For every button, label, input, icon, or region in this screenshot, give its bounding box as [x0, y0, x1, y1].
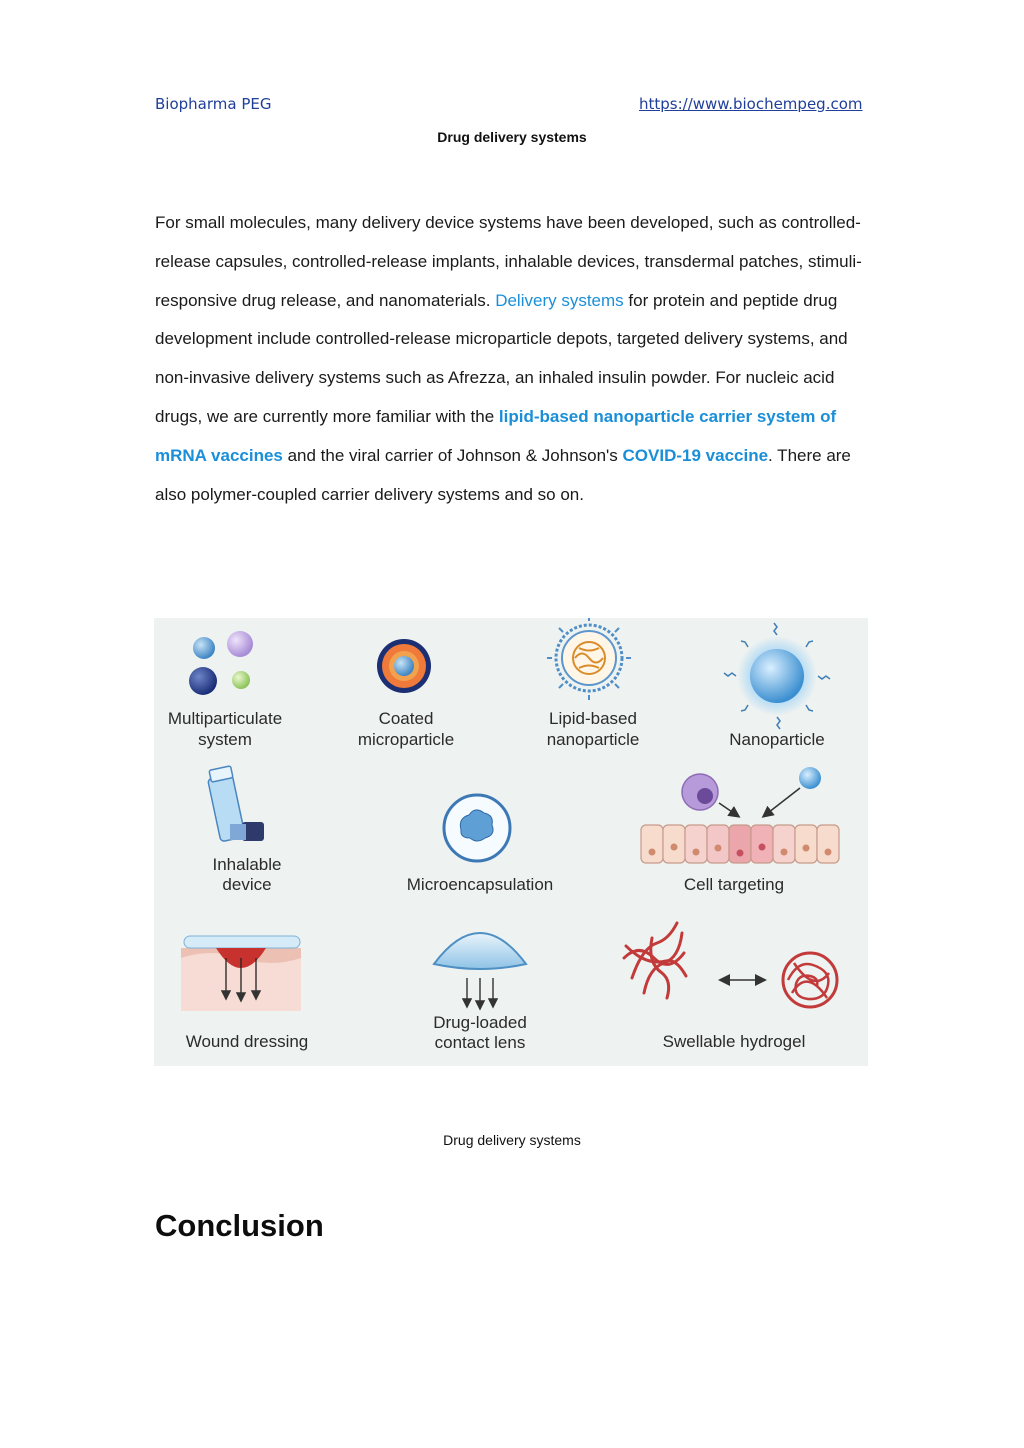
lipid-nanoparticle-link[interactable]: lipid-based nanoparticle carrier system of mRNA vaccines — [155, 406, 837, 465]
document-title: Drug delivery systems — [437, 129, 587, 145]
drug-delivery-figure — [154, 618, 868, 1066]
coated-microparticle-icon — [377, 639, 431, 693]
wound-dressing-icon — [181, 936, 301, 1011]
label-inhalable-2: device — [222, 875, 272, 894]
label-cell-targeting: Cell targeting — [683, 875, 785, 894]
label-lipid-2: nanoparticle — [546, 730, 640, 749]
inhaler-icon — [208, 766, 264, 842]
covid-vaccine-link[interactable]: COVID-19 vaccine — [622, 445, 769, 465]
figure-caption: Drug delivery systems — [443, 1132, 581, 1148]
header-url-link[interactable]: https://www.biochempeg.com — [639, 95, 863, 113]
multiparticulate-icon — [189, 631, 253, 695]
label-lens-2: contact lens — [434, 1033, 526, 1052]
label-nanoparticle: Nanoparticle — [729, 730, 825, 749]
label-multiparticulate-2: system — [198, 730, 252, 749]
body-paragraph — [155, 204, 875, 514]
label-inhalable-1: Inhalable — [212, 855, 282, 874]
label-hydrogel: Swellable hydrogel — [662, 1032, 806, 1051]
cell-targeting-icon — [641, 767, 839, 863]
label-lipid-1: Lipid-based — [549, 709, 637, 728]
lipid-nanoparticle-icon — [547, 618, 631, 700]
nanoparticle-icon — [724, 623, 830, 729]
paragraph-text-2: for protein and peptide drug development include controlled-release microparticle depots, targeted delivery systems, and non-invasive delivery systems such as Afrezza, an inhaled insulin powder. For nucleic acid drugs, we are currently more familiar with the — [155, 290, 848, 426]
contact-lens-icon — [434, 933, 526, 1008]
paragraph-text-3: and the viral carrier of Johnson & Johnson's — [282, 445, 623, 465]
paragraph-text-1: For small molecules, many delivery device systems have been developed, such as controlled-release capsules, controlled-release implants, inhalable devices, transdermal patches, stimuli-responsive drug release, and nanomaterials. — [155, 213, 862, 310]
delivery-systems-link[interactable]: Delivery systems — [495, 290, 624, 310]
hydrogel-icon — [624, 923, 837, 1007]
label-multiparticulate-1: Multiparticulate — [167, 709, 283, 728]
section-heading: Conclusion — [155, 1208, 324, 1243]
label-coated-2: microparticle — [357, 730, 455, 749]
label-wound-dressing: Wound dressing — [185, 1032, 309, 1051]
paragraph-text-4: . There are also polymer-coupled carrier delivery systems and so on. — [155, 445, 851, 504]
label-lens-1: Drug-loaded — [433, 1013, 527, 1032]
label-coated-1: Coated — [378, 709, 434, 728]
label-microencapsulation: Microencapsulation — [406, 875, 554, 894]
microencapsulation-icon — [444, 795, 510, 861]
header-brand: Biopharma PEG — [155, 95, 272, 113]
